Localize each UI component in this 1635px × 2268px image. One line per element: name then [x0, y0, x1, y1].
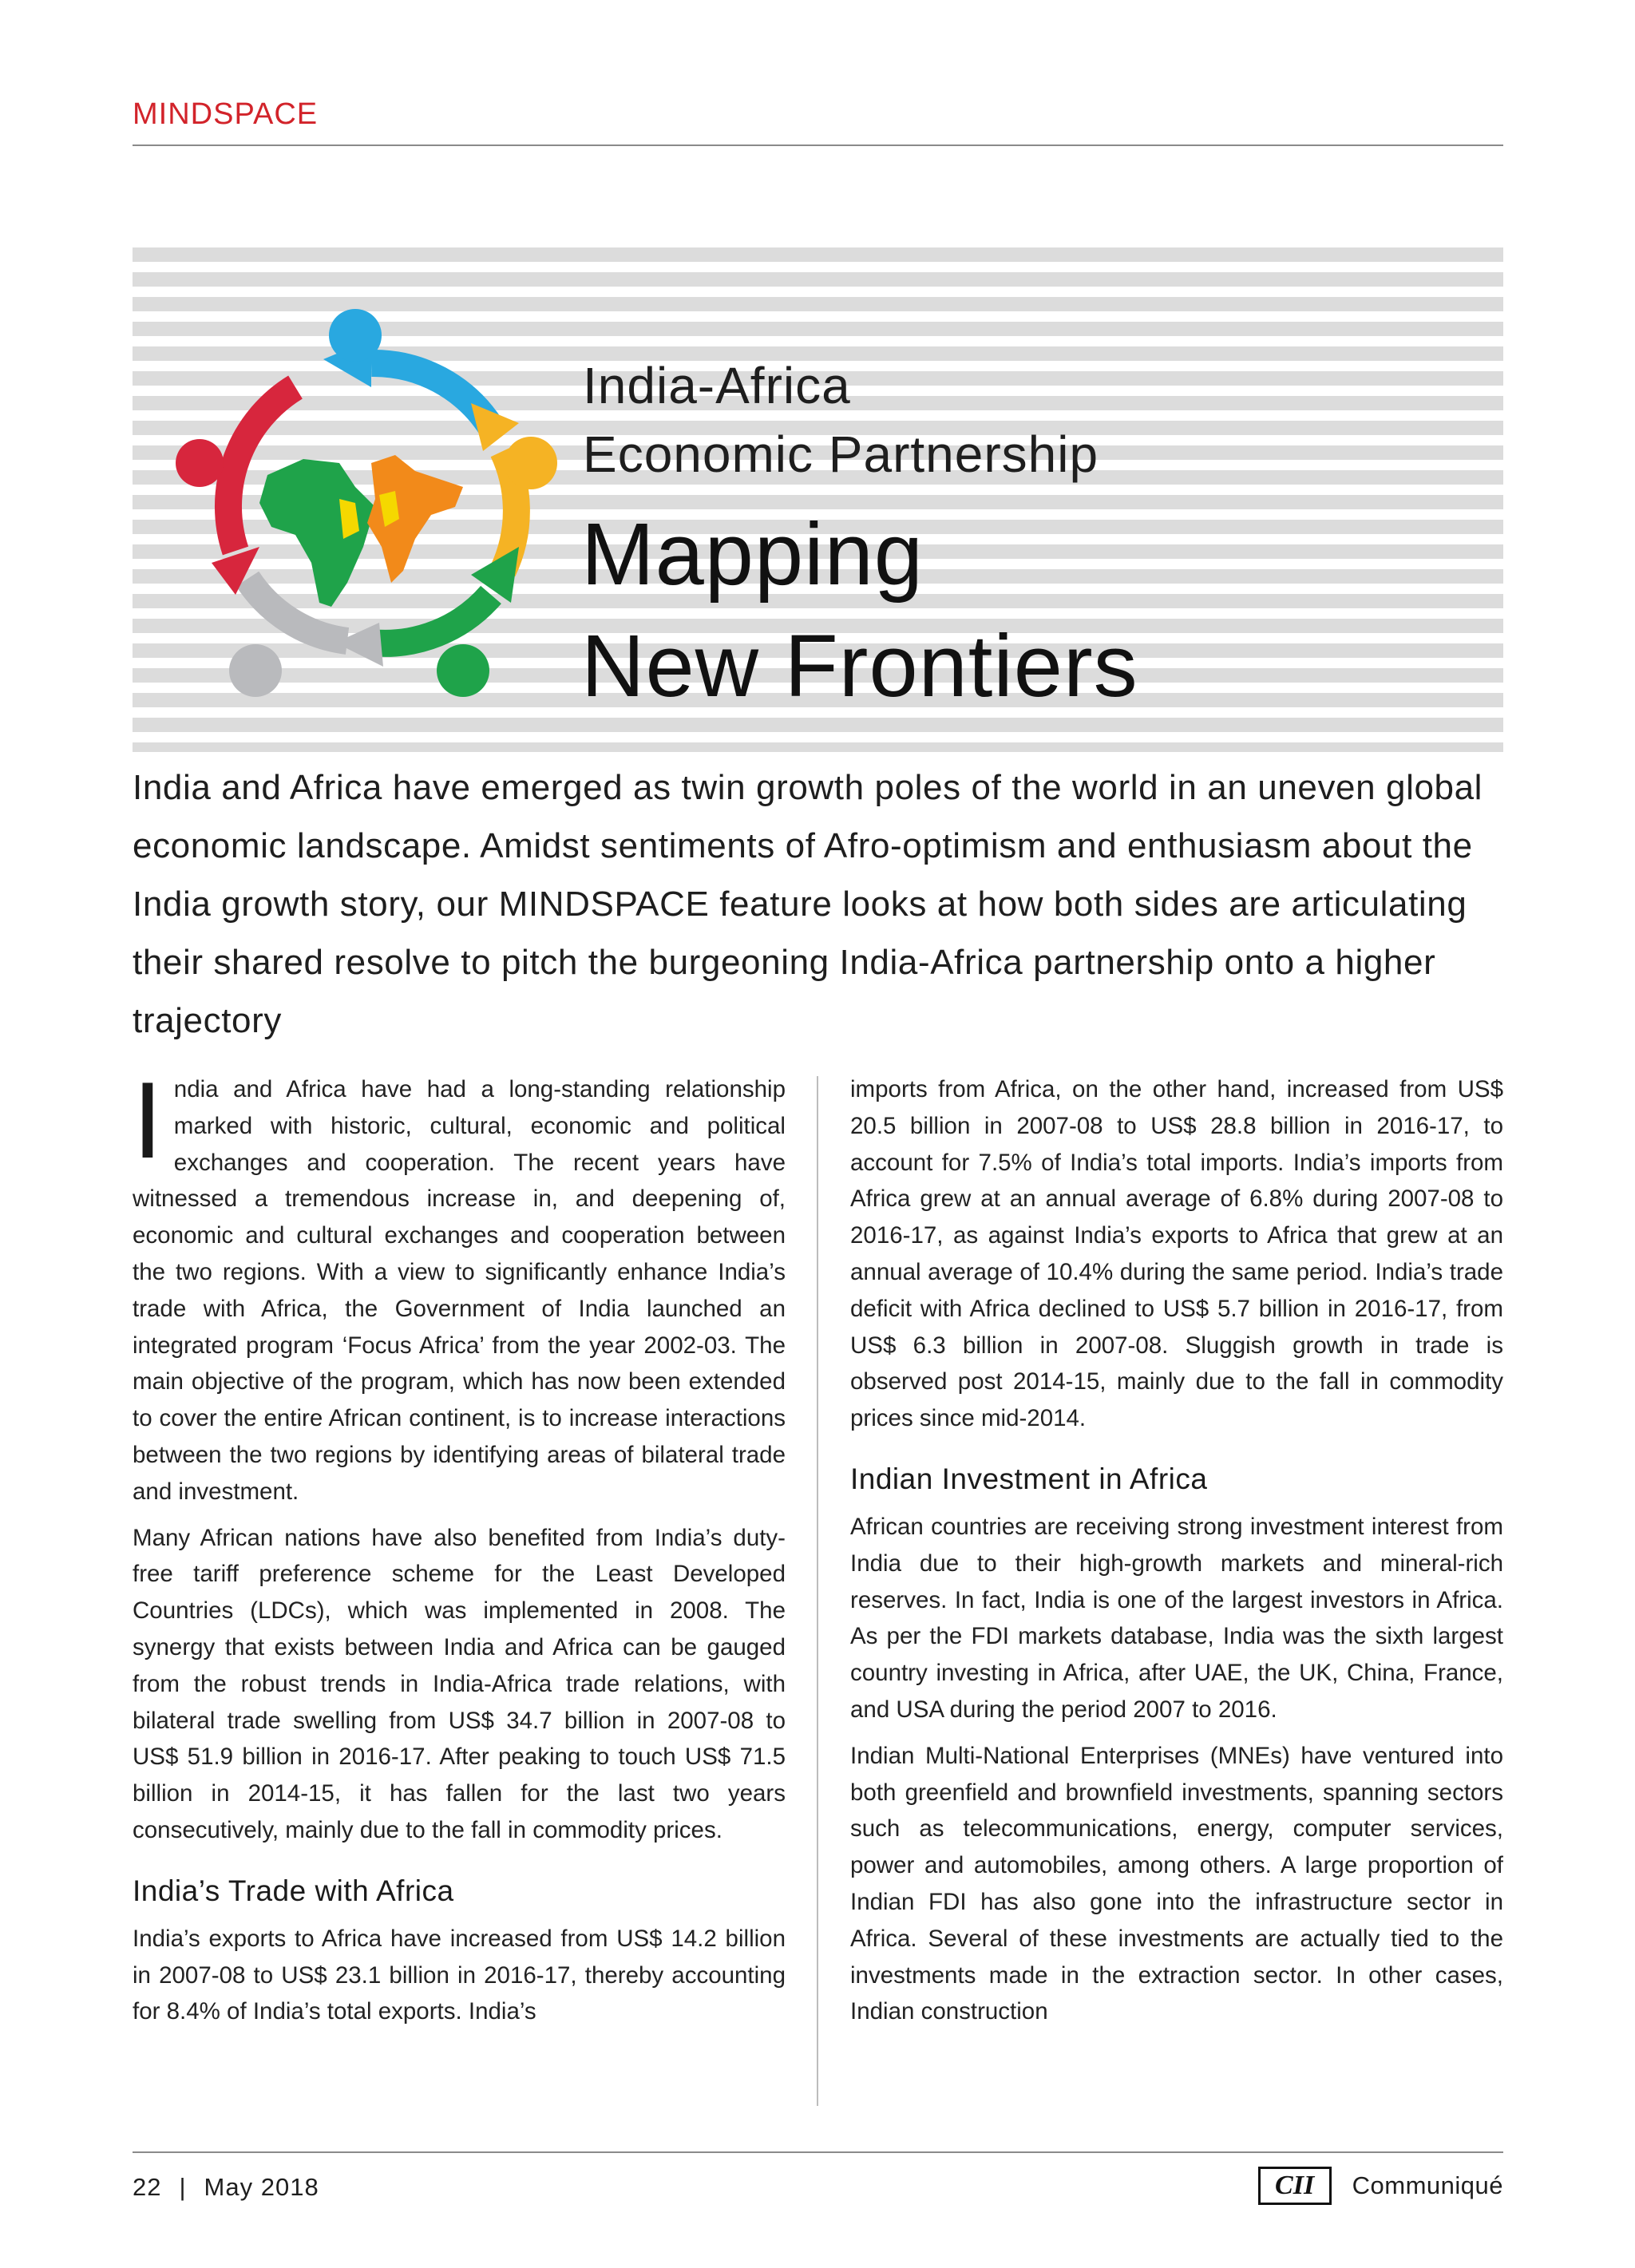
banner-kicker — [583, 351, 1099, 489]
footer-rule — [133, 2151, 1503, 2153]
right-paragraph-1: imports from Africa, on the other hand, increased from US$ 20.5 billion in 2007-08 to US$ 28.8 billion in 2016-17, to account for 7.5% of India’s total imports. India’s imports from Africa grew at an annual average of 6.8% during 2007-08 to 2016-17, as against India’s exports to Africa that grew at an annual average of 10.4% during the same period. India’s trade deficit with Africa declined to US$ 5.7 billion in 2016-17, from US$ 6.3 billion in 2007-08. Sluggish growth in trade is observed post 2014-15, mainly due to the fall in commodity prices since mid-2014. — [850, 1076, 1503, 1432]
left-paragraph-3: India’s exports to Africa have increased from US$ 14.2 billion in 2007-08 to US$ 23.1 billion in 2016-17, thereby accounting for 8.4% of India’s total exports. India’s — [133, 1925, 786, 2025]
intro-paragraph: India and Africa have emerged as twin growth poles of the world in an uneven global economic landscape. Amidst sentiments of Afro-optimism and enthusiasm about the India growth story, our MINDSPACE feature looks at how both sides are articulating their shared resolve to pitch the burgeoning India-Africa partnership onto a higher trajectory — [133, 768, 1483, 1040]
left-paragraph-1 — [133, 1059, 786, 1510]
feature-title — [581, 499, 1138, 722]
drop-cap: I — [133, 1059, 163, 1181]
right-paragraph-2: African countries are receiving strong investment interest from India due to their high-growth markets and mineral-rich reserves. In fact, India is one of the largest investors in Africa. As per the FDI markets database, India was the sixth largest country investing in Africa, after UAE, the UK, China, France, and USA during the period 2007 to 2016. — [850, 1513, 1503, 1723]
page-number: 22 — [133, 2173, 162, 2201]
column-divider — [817, 1076, 818, 2106]
green-head-icon — [437, 644, 489, 697]
title-line-1: Mapping — [581, 505, 924, 604]
blue-head-icon — [329, 309, 382, 362]
green-ring-segment — [371, 595, 491, 643]
cii-logo: CII — [1258, 2167, 1332, 2205]
partnership-logo — [176, 307, 567, 699]
yellow-head-icon — [505, 437, 557, 489]
footer-brand — [1258, 2167, 1503, 2205]
issue-date: May 2018 — [204, 2173, 319, 2201]
india-map-icon — [367, 455, 463, 583]
publication-name: Communiqué — [1352, 2171, 1503, 2199]
kicker-line-1: India-Africa — [583, 357, 851, 414]
trade-heading: India’s Trade with Africa — [133, 1874, 454, 1907]
left-column — [133, 1059, 786, 2040]
right-paragraph-3: Indian Multi-National Enterprises (MNEs) have ventured into both greenfield and brownfield investments, spanning sectors such as telecommunications, energy, computer services, power and automobiles, among others. A large proportion of Indian FDI has also gone into the infrastructure sector in Africa. Several of these investments are actually tied to the investments made in the extraction sector. In other cases, Indian construction — [850, 1742, 1503, 2025]
section-label: MINDSPACE — [133, 97, 319, 131]
right-column — [850, 1071, 1503, 2040]
investment-heading: Indian Investment in Africa — [850, 1462, 1208, 1495]
footer-page-info — [133, 2173, 319, 2202]
red-head-icon — [176, 439, 224, 487]
grey-head-icon — [229, 644, 282, 697]
footer-separator: | — [179, 2173, 187, 2201]
left-paragraph-1-text: ndia and Africa have had a long-standing relationship marked with historic, cultural, economic and political exchanges and cooperation. The recent years have witnessed a tremendous increase in, and deepening of, economic and cultural exchanges and cooperation between the two regions. With a view to significantly enhance India’s trade with Africa, the Government of India launched an integrated program ‘Focus Africa’ from the year 2002-03. The main objective of the program, which has now been extended to cover the entire African continent, is to increase interactions between the two regions by identifying areas of bilateral trade and investment. — [133, 1076, 786, 1505]
africa-map-icon — [259, 459, 375, 607]
kicker-line-2: Economic Partnership — [583, 425, 1099, 483]
title-line-2: New Frontiers — [581, 617, 1138, 715]
header-rule — [133, 144, 1503, 146]
left-paragraph-2: Many African nations have also benefited from India’s duty-free tariff preference scheme for the Least Developed Countries (LDCs), which was implemented in 2008. The synergy that exists between India and Africa can be gauged from the robust trends in India-Africa trade relations, with bilateral trade swelling from US$ 34.7 billion in 2007-08 to US$ 51.9 billion in 2016-17. After peaking to touch US$ 71.5 billion in 2014-15, it has fallen for the last two years consecutively, mainly due to the fall in commodity prices. — [133, 1524, 786, 1843]
blue-ring-segment — [371, 363, 491, 427]
